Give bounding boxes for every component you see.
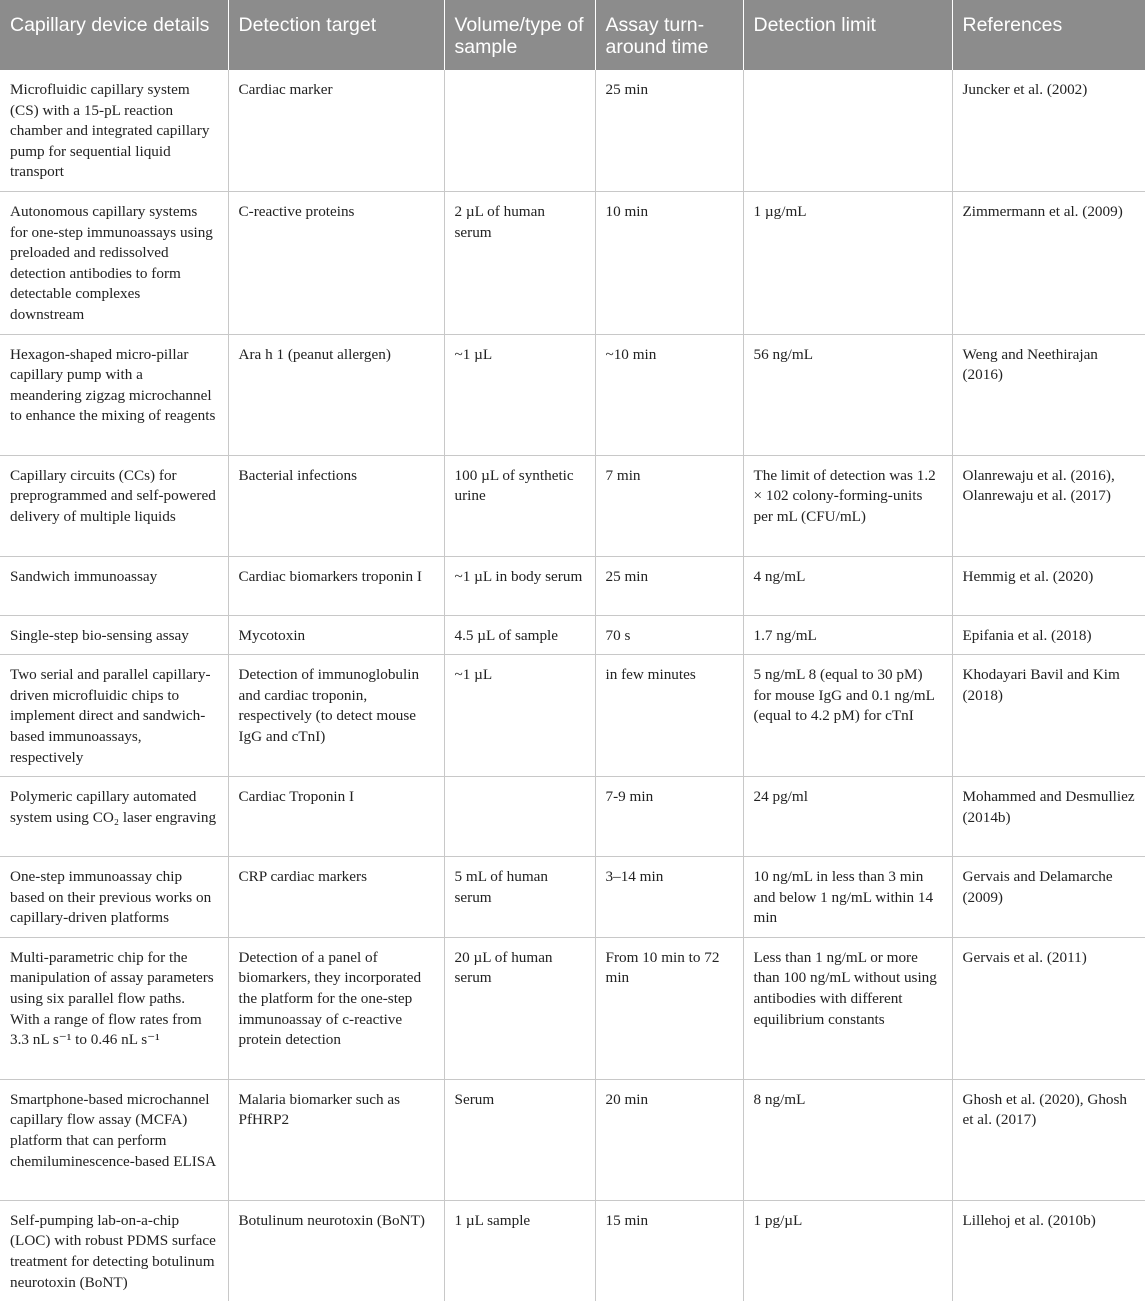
cell-limit: Less than 1 ng/mL or more than 100 ng/mL without using antibodies with different equilibrium constants <box>743 937 952 1079</box>
cell-device: Capillary circuits (CCs) for preprogrammed and self-powered delivery of multiple liquids <box>0 455 228 556</box>
table-row <box>0 937 1145 1079</box>
cell-volume: 4.5 µL of sample <box>444 615 595 655</box>
table-row <box>0 70 1145 191</box>
column-header-volume: Volume/type of sample <box>444 0 595 70</box>
cell-volume <box>444 777 595 857</box>
cell-volume: ~1 µL in body serum <box>444 556 595 615</box>
cell-references: Mohammed and Desmulliez (2014b) <box>952 777 1145 857</box>
cell-limit: 1.7 ng/mL <box>743 615 952 655</box>
cell-target: Detection of immunoglobulin and cardiac troponin, respectively (to detect mouse IgG and cTnI) <box>228 655 444 777</box>
cell-references: Zimmermann et al. (2009) <box>952 191 1145 334</box>
cell-device: Two serial and parallel capillary-driven microfluidic chips to implement direct and sandwich-based immunoassays, respectively <box>0 655 228 777</box>
table-row <box>0 777 1145 857</box>
cell-limit: 1 µg/mL <box>743 191 952 334</box>
cell-time: ~10 min <box>595 334 743 455</box>
cell-target: Botulinum neurotoxin (BoNT) <box>228 1200 444 1301</box>
cell-volume: ~1 µL <box>444 655 595 777</box>
cell-volume <box>444 70 595 191</box>
cell-references: Lillehoj et al. (2010b) <box>962 1211 1096 1229</box>
cell-references: Weng and Neethirajan (2016) <box>952 334 1145 455</box>
cell-time: 20 min <box>595 1079 743 1200</box>
cell-references: Gervais and Delamarche (2009) <box>952 857 1145 938</box>
cell-device: Polymeric capillary automated system using CO₂ laser engraving <box>0 777 228 857</box>
cell-device: Smartphone-based microchannel capillary flow assay (MCFA) platform that can perform chemiluminescence-based ELISA <box>0 1079 228 1200</box>
cell-volume: Serum <box>444 1079 595 1200</box>
cell-device: Microfluidic capillary system (CS) with a 15-pL reaction chamber and integrated capillary pump for sequential liquid transport <box>0 70 228 191</box>
cell-time: 70 s <box>595 615 743 655</box>
cell-volume: 2 µL of human serum <box>444 191 595 334</box>
cell-time: 3–14 min <box>595 857 743 938</box>
cell-device: Multi-parametric chip for the manipulation of assay parameters using six parallel flow paths. With a range of flow rates from 3.3 nL s⁻¹ to 0.46 nL s⁻¹ <box>0 937 228 1079</box>
cell-time: 7-9 min <box>595 777 743 857</box>
cell-target: Cardiac marker <box>228 70 444 191</box>
cell-volume: ~1 µL <box>444 334 595 455</box>
cell-limit: 1 pg/µL <box>743 1200 952 1301</box>
cell-device: Hexagon-shaped micro-pillar capillary pump with a meandering zigzag microchannel to enhance the mixing of reagents <box>0 334 228 455</box>
table-row <box>0 615 1145 655</box>
header-row <box>0 0 1145 70</box>
column-header-target: Detection target <box>228 0 444 70</box>
cell-limit: 56 ng/mL <box>743 334 952 455</box>
cell-limit: 8 ng/mL <box>743 1079 952 1200</box>
cell-device: Single-step bio-sensing assay <box>0 615 228 655</box>
cell-limit: The limit of detection was 1.2 × 102 colony-forming-units per mL (CFU/mL) <box>743 455 952 556</box>
cell-target: C-reactive proteins <box>228 191 444 334</box>
table-row <box>0 556 1145 615</box>
cell-limit: 4 ng/mL <box>743 556 952 615</box>
cell-limit <box>743 70 952 191</box>
table-row <box>0 334 1145 455</box>
cell-target: Bacterial infections <box>228 455 444 556</box>
cell-device: Sandwich immunoassay <box>0 556 228 615</box>
cell-limit: 24 pg/ml <box>743 777 952 857</box>
cell-references: Gervais et al. (2011) <box>952 937 1145 1079</box>
cell-time: 15 min <box>595 1200 743 1301</box>
cell-device: One-step immunoassay chip based on their previous works on capillary-driven platforms <box>0 857 228 938</box>
column-header-references: References <box>952 0 1145 70</box>
cell-limit: 5 ng/mL 8 (equal to 30 pM) for mouse IgG and 0.1 ng/mL (equal to 4.2 pM) for cTnI <box>743 655 952 777</box>
cell-references: Khodayari Bavil and Kim (2018) <box>952 655 1145 777</box>
cell-target: Mycotoxin <box>228 615 444 655</box>
table-row <box>0 857 1145 938</box>
cell-volume: 20 µL of human serum <box>444 937 595 1079</box>
cell-target: Cardiac Troponin I <box>228 777 444 857</box>
table-row <box>0 655 1145 777</box>
cell-references: Epifania et al. (2018) <box>952 615 1145 655</box>
cell-target: Detection of a panel of biomarkers, they incorporated the platform for the one-step immunoassay of c-reactive protein detection <box>228 937 444 1079</box>
cell-device: Self-pumping lab-on-a-chip (LOC) with robust PDMS surface treatment for detecting botulinum neurotoxin (BoNT) <box>0 1200 228 1301</box>
cell-time: in few minutes <box>595 655 743 777</box>
table-row <box>0 455 1145 556</box>
cell-volume: 5 mL of human serum <box>444 857 595 938</box>
cell-references: Juncker et al. (2002) <box>952 70 1145 191</box>
cell-target: Ara h 1 (peanut allergen) <box>228 334 444 455</box>
cell-volume: 1 µL sample <box>444 1200 595 1301</box>
column-header-limit: Detection limit <box>743 0 952 70</box>
cell-target: Cardiac biomarkers troponin I <box>228 556 444 615</box>
cell-target: CRP cardiac markers <box>228 857 444 938</box>
cell-volume: 100 µL of synthetic urine <box>444 455 595 556</box>
cell-device: Autonomous capillary systems for one-step immunoassays using preloaded and redissolved detection antibodies to form detectable complexes downstream <box>0 191 228 334</box>
table-row <box>0 1200 1145 1301</box>
cell-target: Malaria biomarker such as PfHRP2 <box>228 1079 444 1200</box>
table-row <box>0 191 1145 334</box>
cell-references: Olanrewaju et al. (2016), Olanrewaju et al. (2017) <box>952 455 1145 556</box>
column-header-time: Assay turn-around time <box>595 0 743 70</box>
cell-time: 7 min <box>595 455 743 556</box>
cell-time: 25 min <box>595 556 743 615</box>
cell-time: 25 min <box>595 70 743 191</box>
cell-references: Hemmig et al. (2020) <box>952 556 1145 615</box>
cell-limit: 10 ng/mL in less than 3 min and below 1 ng/mL within 14 min <box>743 857 952 938</box>
column-header-device: Capillary device details <box>0 0 228 70</box>
cell-time: 10 min <box>595 191 743 334</box>
cell-references: Ghosh et al. (2020), Ghosh et al. (2017) <box>952 1079 1145 1200</box>
table-row <box>0 1079 1145 1200</box>
cell-time: From 10 min to 72 min <box>595 937 743 1079</box>
